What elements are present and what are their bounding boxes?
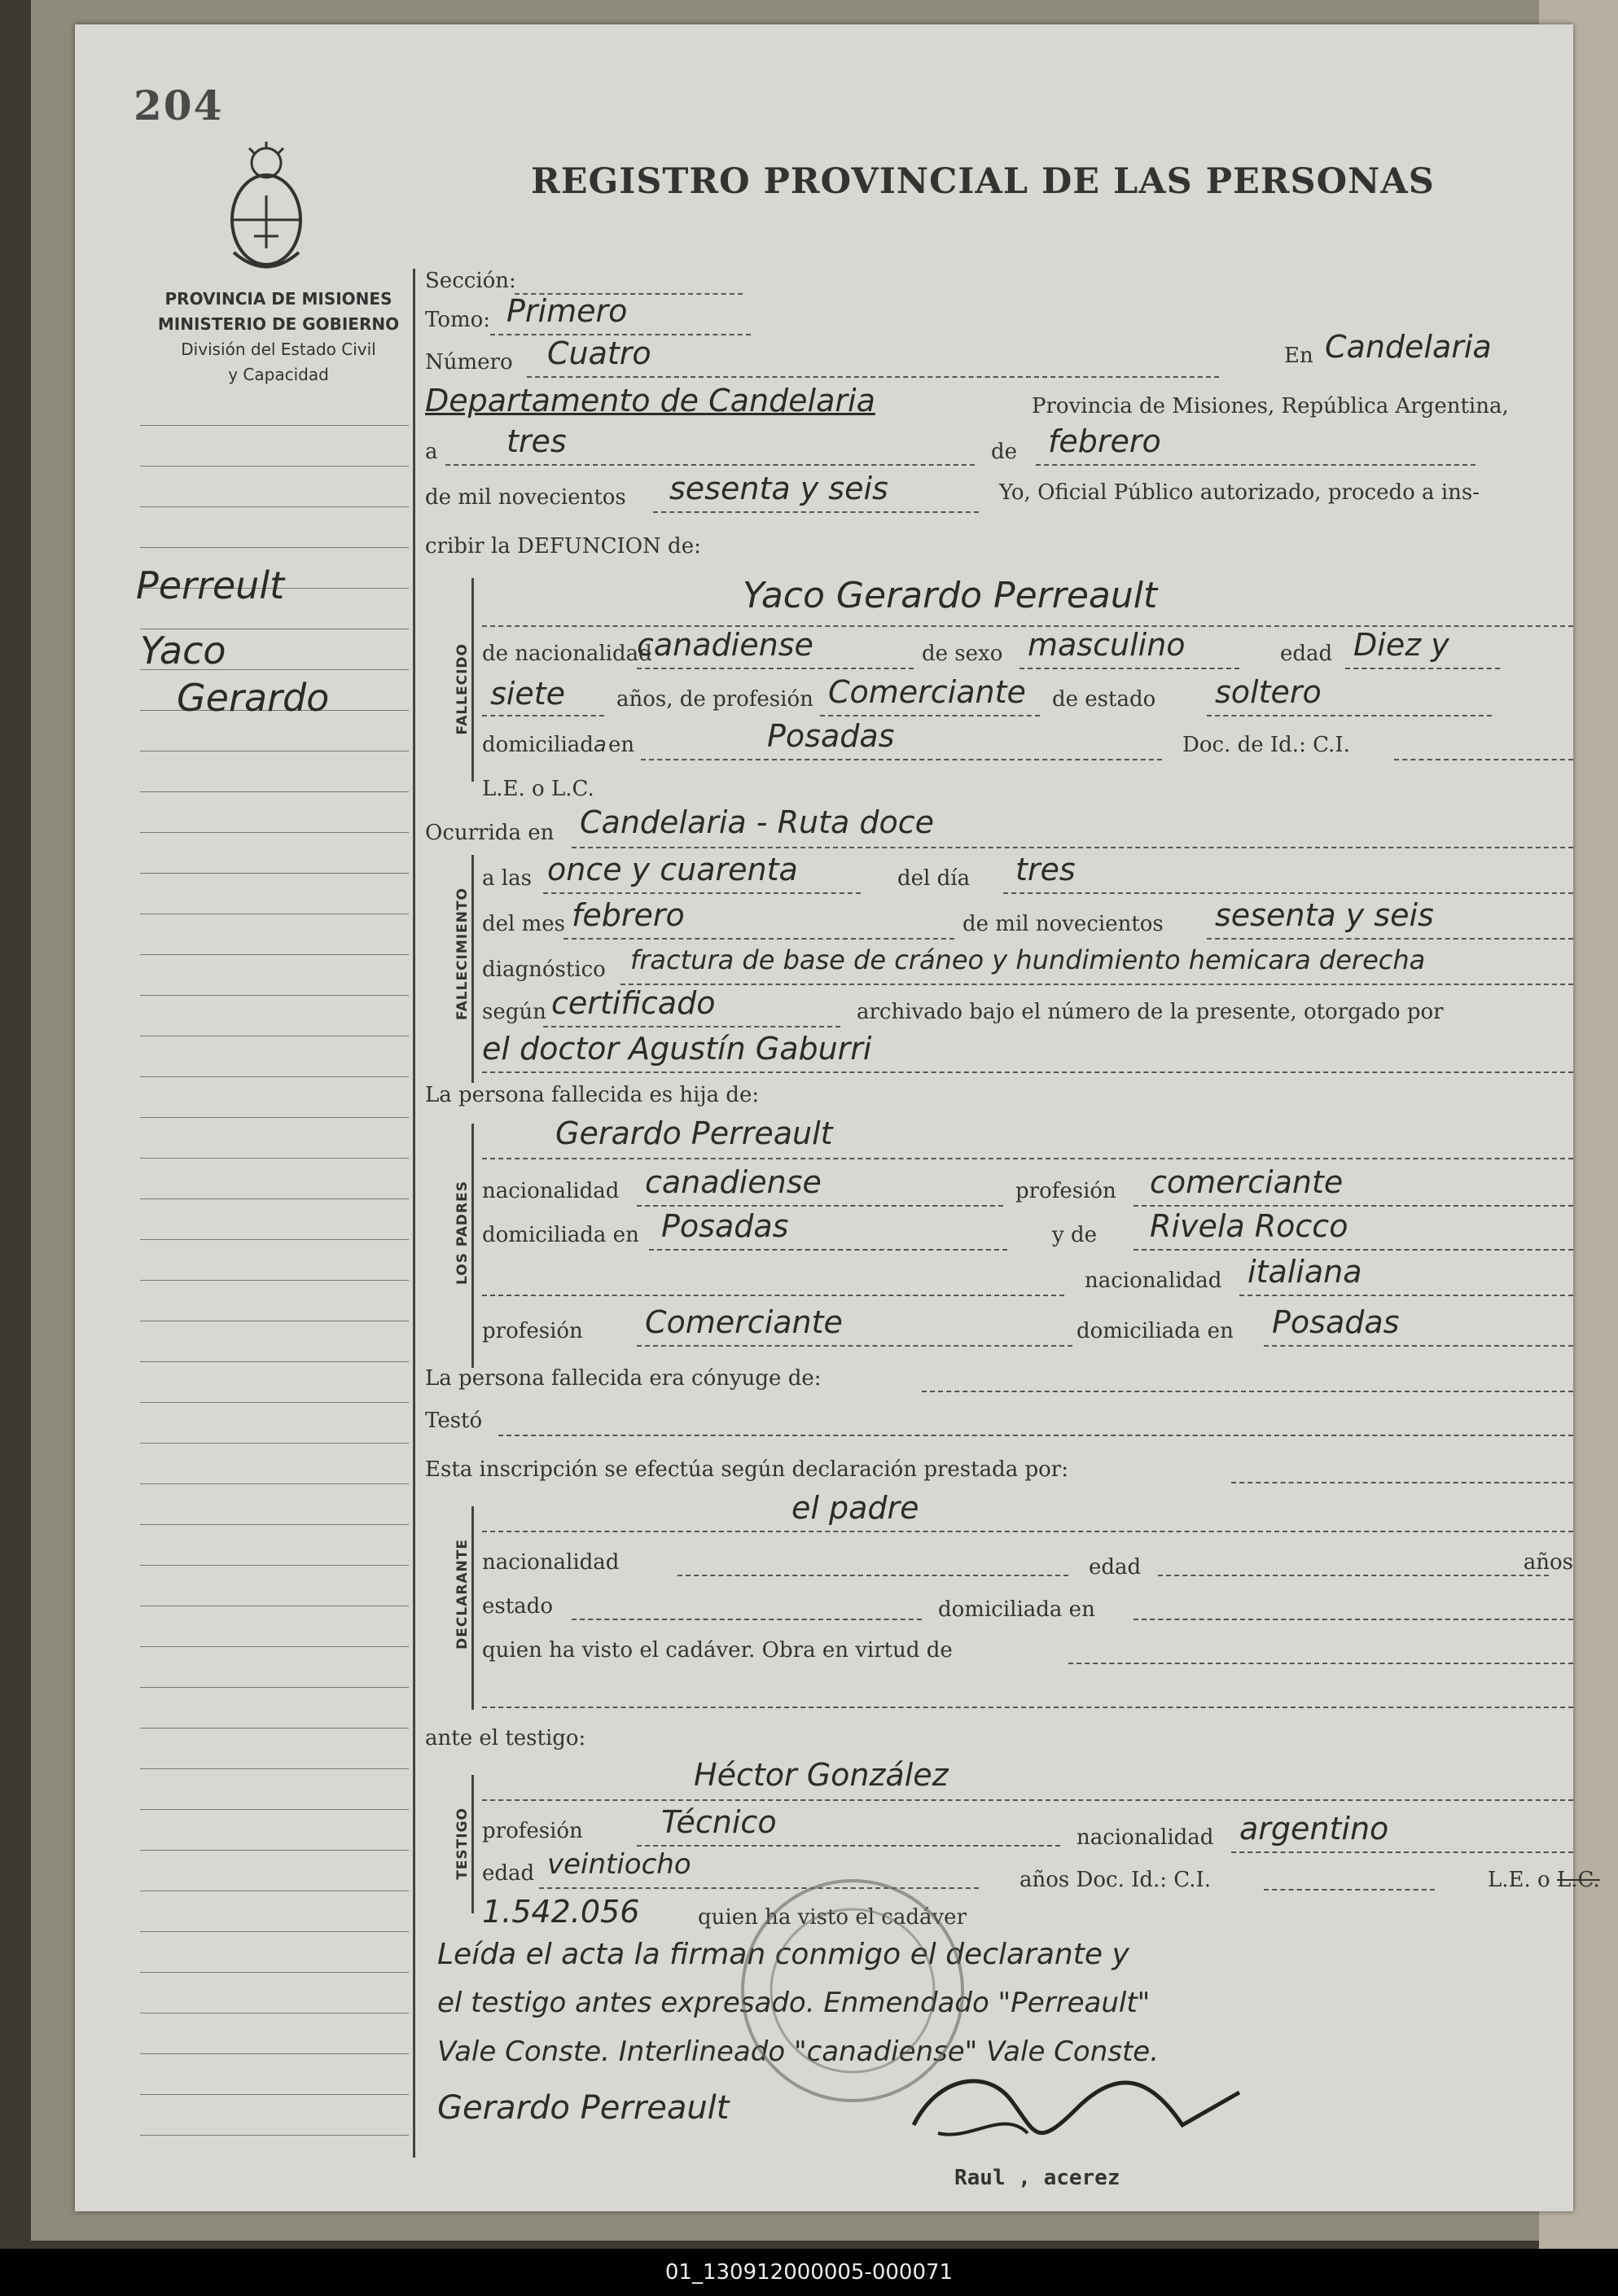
register-page (75, 24, 1600, 2211)
entry-declarante: el padre (791, 1490, 919, 1526)
entry-en: Candelaria (1325, 329, 1492, 365)
entry-testigo-edad: veintiocho (547, 1848, 691, 1881)
label-edad-testigo: edad (482, 1861, 535, 1886)
label-domiciliad-stem: domiciliad (482, 733, 594, 757)
entry-domicilio: Posadas (767, 718, 895, 754)
label-anos-decl: años (1523, 1550, 1573, 1575)
signature-declarante: Gerardo Perreault (437, 2089, 730, 2127)
label-anos-profesion: años, de profesión (616, 687, 813, 712)
coat-of-arms-icon (221, 138, 311, 277)
label-domiciliada-padre: domiciliada en (482, 1223, 639, 1247)
label-mil: de mil novecientos (425, 485, 626, 510)
office-heading (132, 287, 425, 388)
entry-ocurrida: Candelaria - Ruta doce (580, 804, 934, 840)
label-edad: edad (1280, 642, 1333, 666)
label-anos-doc: años Doc. Id.: C.I. (1019, 1868, 1212, 1892)
entry-testigo-nac: argentino (1239, 1811, 1389, 1847)
margin-name-1: Yaco (140, 629, 226, 673)
entry-madre-prof: Comerciante (645, 1304, 843, 1340)
entry-padre-prof: comerciante (1150, 1164, 1344, 1200)
side-label-fallecido: FALLECIDO (454, 643, 471, 735)
label-profesion-madre: profesión (482, 1319, 583, 1343)
entry-diagnostico: fractura de base de cráneo y hundimiento hemicara derecha (630, 944, 1426, 975)
label-numero: Número (425, 350, 513, 375)
entry-anio-fall: sesenta y seis (1215, 897, 1434, 933)
label-le-o (1488, 1868, 1600, 1892)
label-del-dia: del día (897, 866, 971, 891)
entry-fallecido-nombre: Yaco Gerardo Perreault (743, 575, 1158, 616)
entry-segun: certificado (551, 985, 716, 1021)
label-ocurrida: Ocurrida en (425, 821, 555, 845)
label-nacionalidad-padre: nacionalidad (482, 1179, 620, 1203)
image-id-footer: 01_130912000005-000071 (0, 2249, 1618, 2296)
label-nacionalidad-madre: nacionalidad (1085, 1268, 1222, 1293)
label-profesion-padre: profesión (1015, 1179, 1116, 1203)
side-label-declarante: DECLARANTE (454, 1539, 471, 1650)
label-nacionalidad-de: de nacionalidad (482, 642, 652, 666)
entry-estado: soltero (1215, 674, 1322, 710)
entry-edad-2: siete (490, 676, 566, 712)
entry-departamento: Departamento de Candelaria (425, 383, 875, 418)
entry-padre-dom: Posadas (661, 1208, 789, 1244)
label-seccion: Sección: (425, 269, 516, 293)
label-quien-visto: quien ha visto el cadáver. Obra en virtud de (482, 1638, 953, 1663)
page-number: 204 (134, 81, 224, 129)
label-mil2: de mil novecientos (962, 912, 1164, 936)
entry-doctor: el doctor Agustín Gaburri (482, 1031, 872, 1067)
label-archivado: archivado bajo el número de la presente, otorgado por (857, 1000, 1444, 1024)
closing-line-2: el testigo antes expresado. Enmendado "Perreault" (437, 1987, 1151, 2019)
entry-testigo-ci: 1.542.056 (482, 1894, 640, 1930)
entry-testigo-prof: Técnico (661, 1804, 777, 1840)
label-declaracion: Esta inscripción se efectúa según declaración prestada por: (425, 1457, 1068, 1482)
entry-dia: tres (506, 423, 567, 459)
side-label-padres: LOS PADRES (454, 1181, 471, 1285)
label-segun: según (482, 1000, 546, 1024)
label-en: En (1284, 344, 1313, 368)
label-de: de (991, 440, 1018, 464)
label-le-o-text: L.E. o (1488, 1868, 1550, 1892)
entry-padre: Gerardo Perreault (555, 1115, 833, 1151)
label-edad-decl: edad (1089, 1555, 1142, 1580)
entry-padre-nac: canadiense (645, 1164, 822, 1200)
page-title: REGISTRO PROVINCIAL DE LAS PERSONAS (531, 161, 1435, 202)
entry-profesion: Comerciante (828, 674, 1026, 710)
margin-name-2: Gerardo (177, 676, 330, 720)
entry-mes-fall: febrero (572, 897, 685, 933)
entry-numero: Cuatro (547, 335, 651, 371)
margin-surname: Perreult (136, 563, 285, 607)
label-provincia: Provincia de Misiones, República Argentina, (1032, 394, 1509, 418)
label-le-lc: L.E. o L.C. (482, 777, 594, 801)
label-tomo: Tomo: (425, 308, 491, 332)
side-label-fallecimiento: FALLECIMIENTO (454, 887, 471, 1021)
label-estado-decl: estado (482, 1594, 553, 1619)
label-domiciliada-madre: domiciliada en (1076, 1319, 1234, 1343)
label-y-de: y de (1052, 1223, 1097, 1247)
label-hija-de: La persona fallecida es hija de: (425, 1083, 760, 1107)
label-a-las: a las (482, 866, 532, 891)
label-diagnostico: diagnóstico (482, 957, 606, 982)
closing-line-1: Leída el acta la firman conmigo el declarante y (437, 1938, 1129, 1971)
label-yo: Yo, Oficial Público autorizado, procedo a ins- (999, 480, 1480, 505)
entry-anio: sesenta y seis (669, 471, 888, 506)
label-profesion-testigo: profesión (482, 1819, 583, 1843)
label-inscribir: cribir la DEFUNCION de: (425, 534, 701, 559)
office-ministry: MINISTERIO DE GOBIERNO (157, 314, 400, 334)
label-conyuge: La persona fallecida era cónyuge de: (425, 1366, 822, 1391)
office-capacidad: y Capacidad (228, 365, 329, 384)
office-province: PROVINCIA DE MISIONES (164, 289, 392, 309)
entry-madre-nac: italiana (1247, 1254, 1362, 1290)
entry-nacionalidad: canadiense (637, 627, 813, 663)
entry-madre: Rivela Rocco (1150, 1208, 1348, 1244)
entry-edad: Diez y (1353, 627, 1449, 663)
closing-line-3: Vale Conste. Interlineado "canadiense" Vale Conste. (437, 2035, 1160, 2068)
entry-testigo: Héctor González (694, 1757, 949, 1793)
label-quien-visto2: quien ha visto el cadáver (698, 1905, 967, 1930)
label-domiciliad (482, 733, 607, 757)
label-nacionalidad-decl: nacionalidad (482, 1550, 620, 1575)
label-estado: de estado (1052, 687, 1156, 712)
entry-mes: febrero (1048, 423, 1161, 459)
label-lc-struck: L.C. (1556, 1868, 1600, 1892)
entry-madre-dom: Posadas (1272, 1304, 1400, 1340)
label-domiciliad-suffix: a (593, 733, 607, 757)
entry-tomo: Primero (506, 293, 628, 329)
entry-sexo: masculino (1028, 627, 1186, 663)
official-signature-icon (889, 2027, 1296, 2166)
label-nacionalidad-testigo: nacionalidad (1076, 1825, 1214, 1850)
label-del-mes: del mes (482, 912, 565, 936)
label-ante-testigo: ante el testigo: (425, 1726, 586, 1750)
label-doc: Doc. de Id.: C.I. (1182, 733, 1350, 757)
label-en2: en (608, 733, 635, 757)
official-name: Raul , acerez (954, 2166, 1120, 2190)
label-testo: Testó (425, 1409, 483, 1433)
label-a: a (425, 440, 438, 464)
label-sexo: de sexo (922, 642, 1003, 666)
entry-hora: once y cuarenta (547, 852, 798, 887)
side-label-testigo: TESTIGO (454, 1807, 471, 1880)
office-division: División del Estado Civil (181, 340, 376, 359)
label-domiciliada-decl: domiciliada en (938, 1597, 1095, 1622)
entry-dia-fall: tres (1015, 852, 1076, 887)
